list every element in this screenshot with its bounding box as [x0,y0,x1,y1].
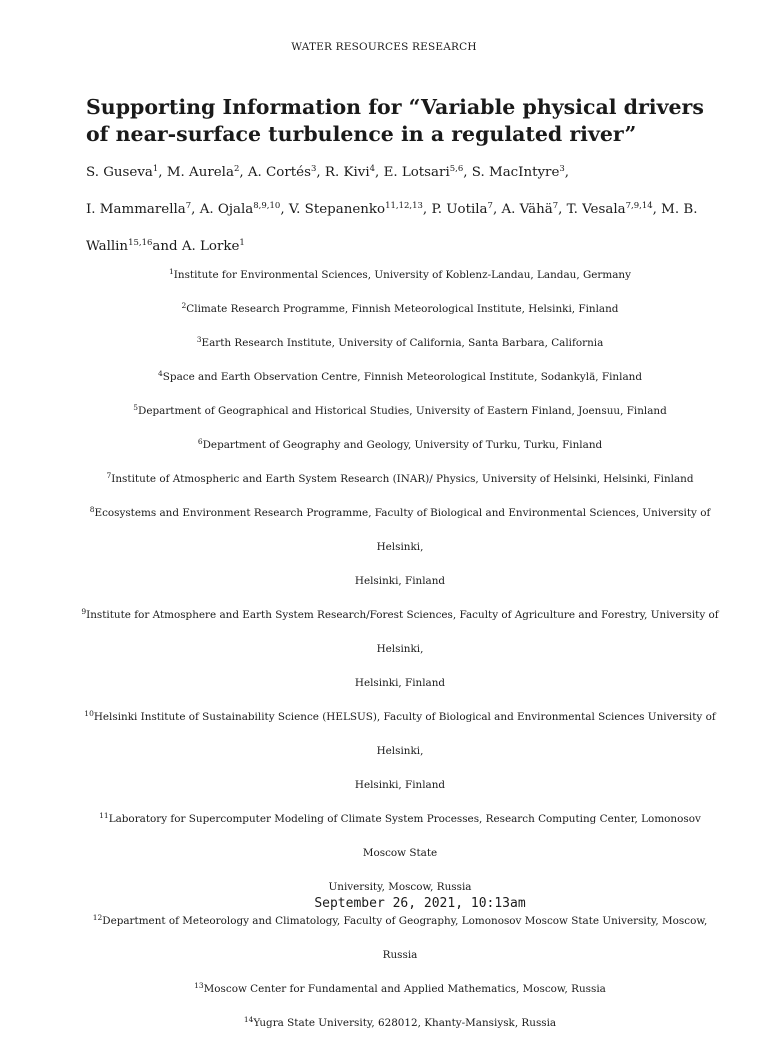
affiliation-text: Helsinki Institute of Sustainability Science (HELSUS), Faculty of Biological and Environmental Sciences University of Helsinki, [93,711,716,757]
affiliation-item [80,326,720,360]
author-name: T. Vesala [566,202,626,217]
author-name: V. Stepanenko [288,202,386,217]
affiliation-text: Institute for Environmental Sciences, University of Koblenz-Landau, Landau, Germany [173,269,631,281]
affiliation-item [80,462,720,496]
author-separator: , [191,202,200,217]
affiliation-text: Ecosystems and Environment Research Programme, Faculty of Biological and Environmental Sciences, University of Helsinki, [94,507,711,553]
author-affil-ref: 3 [559,164,565,174]
affiliation-item [80,496,720,564]
author-name: M. B. Wallin [86,202,698,254]
affiliation-text: Climate Research Programme, Finnish Meteorological Institute, Helsinki, Finland [186,303,619,315]
author-separator: , [239,165,248,180]
author-separator: , [375,165,384,180]
affiliation-number: 8 [89,505,95,514]
author-name: E. Lotsari [383,165,450,180]
affiliation-number: 1 [169,267,174,276]
title-line-1: Supporting Information for “Variable physical drivers [86,95,704,119]
author-separator: , [463,165,472,180]
journal-header: WATER RESOURCES RESEARCH [291,41,477,53]
author-affil-ref: 1 [152,164,159,174]
affiliation-item [80,428,720,462]
author-name: A. Vähä [501,202,553,217]
page-date-footer: September 26, 2021, 10:13am [314,896,526,911]
author-list [86,154,706,265]
author-affil-ref: 2 [233,164,240,174]
affiliation-number: 3 [196,335,202,344]
affiliation-number: 9 [81,607,87,616]
author-name: I. Mammarella [86,202,186,217]
affiliation-text: Department of Meteorology and Climatology, Faculty of Geography, Lomonosov Moscow State University, Moscow, Russia [102,915,708,961]
author-affil-ref: 4 [369,164,376,174]
affiliation-number: 4 [158,369,163,378]
affiliation-number: 12 [92,913,103,922]
affiliation-number: 14 [243,1015,254,1024]
affiliation-text: Laboratory for Supercomputer Modeling of Climate System Processes, Research Computing Center, Lomonosov Moscow State [108,813,701,859]
author-affil-ref: 7,9,14 [625,201,653,211]
affiliation-continuation: Helsinki, Finland [354,677,446,689]
affiliation-list [80,258,720,1040]
affiliation-number: 10 [84,709,94,718]
affiliation-continuation: University, Moscow, Russia [328,881,472,893]
title-line-2: of near-surface turbulence in a regulated river” [86,122,637,146]
affiliation-text: Space and Earth Observation Centre, Finnish Meteorological Institute, Sodankylä, Finland [162,371,642,383]
affiliation-number: 5 [133,403,138,412]
affiliation-text: Earth Research Institute, University of California, Santa Barbara, California [201,337,604,349]
paper-title [86,94,706,148]
author-affil-ref: 11,12,13 [385,201,423,211]
author-affil-ref: 7 [552,201,559,211]
affiliation-item [80,258,720,292]
affiliation-item [80,972,720,1006]
author-line-1 [86,154,706,191]
affiliation-item [80,1006,720,1040]
author-separator: , [158,165,167,180]
affiliation-number: 13 [194,981,204,990]
author-name: and A. Lorke [152,239,240,254]
author-affil-ref: 3 [310,164,317,174]
author-name: P. Uotila [431,202,488,217]
affiliation-number: 2 [181,301,187,310]
author-affil-ref: 7 [185,201,192,211]
author-affil-ref: 8,9,10 [253,201,281,211]
affiliation-text: Yugra State University, 628012, Khanty-Mansiysk, Russia [253,1017,557,1029]
affiliation-item [80,700,720,768]
author-name: A. Cortés [247,165,311,180]
author-separator: , [422,202,432,217]
author-name: S. Guseva [86,165,153,180]
author-line-2 [86,191,706,265]
affiliation-item [80,802,720,870]
author-separator: , [652,202,662,217]
author-affil-ref: 5,6 [449,164,464,174]
affiliation-text: Department of Geographical and Historical Studies, University of Eastern Finland, Joensuu, Finland [138,405,667,417]
author-affil-ref: 7 [487,201,493,211]
author-name: A. Ojala [199,202,254,217]
affiliation-text: Institute of Atmospheric and Earth System Research (INAR)/ Physics, University of Helsinki, Helsinki, Finland [111,473,694,485]
affiliation-item [80,292,720,326]
affiliation-item [80,394,720,428]
affiliation-text: Department of Geography and Geology, University of Turku, Turku, Finland [202,439,603,451]
author-name: S. MacIntyre [471,165,560,180]
affiliation-text: Institute for Atmosphere and Earth System Research/Forest Sciences, Faculty of Agriculture and Forestry, University of Helsinki, [86,609,719,655]
author-separator: , [558,202,567,217]
affiliation-number: 6 [197,437,203,446]
affiliation-item [80,598,720,666]
affiliation-continuation: Helsinki, Finland [354,575,446,587]
affiliation-item [80,360,720,394]
affiliation-continuation: Helsinki, Finland [354,779,446,791]
author-name: R. Kivi [324,165,370,180]
author-name: M. Aurela [166,165,234,180]
author-separator: , [492,202,502,217]
author-affil-ref: 15,16 [128,238,153,248]
author-affil-ref: 1 [239,238,245,248]
affiliation-item [80,904,720,972]
affiliation-text: Moscow Center for Fundamental and Applied Mathematics, Moscow, Russia [203,983,606,995]
author-separator: , [316,165,325,180]
affiliation-number: 11 [99,811,109,820]
affiliation-number: 7 [106,471,112,480]
author-separator: , [280,202,289,217]
author-separator: , [564,165,570,180]
